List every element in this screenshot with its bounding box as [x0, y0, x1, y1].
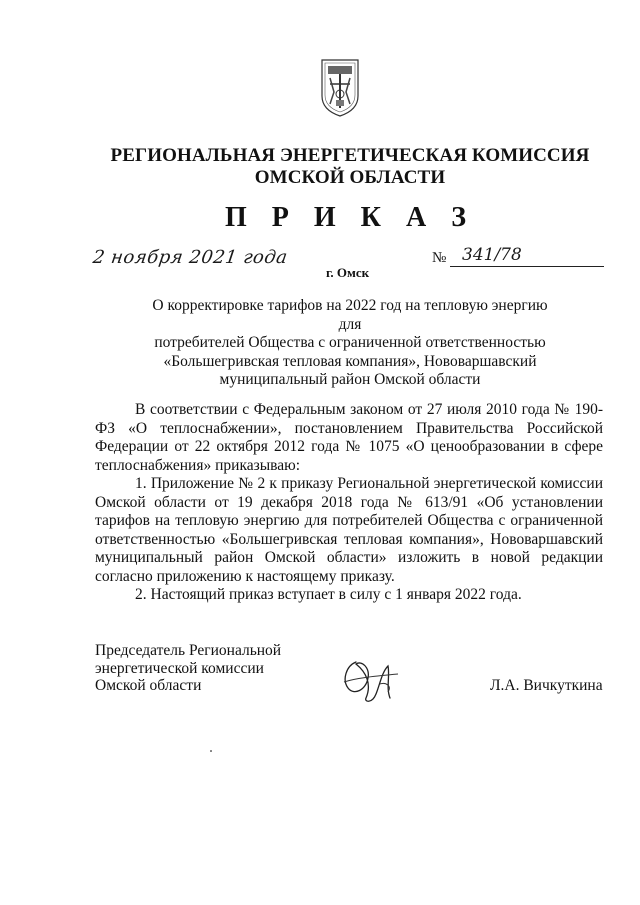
handwritten-signature — [336, 654, 406, 706]
city-label: г. Омск — [326, 265, 370, 280]
signatory-title-line: Председатель Региональной — [95, 642, 282, 659]
number-label: № — [432, 250, 447, 266]
body-paragraph: 2. Настоящий приказ вступает в силу с 1 января 2022 года. — [135, 586, 522, 603]
scan-speck — [210, 750, 212, 752]
body-paragraph: 1. Приложение № 2 к приказу Региональной энергетической комиссии Омской области от 19 декабря 2018 года № 613/91 «Об установлении тарифов на тепловую энергию для потребителей Общества с ограниченной ответственностью «Большегривская тепловая компания», Нововаршавский муниципальный район Омской области» изложить в новой редакции согласно приложению к настоящему приказу. — [95, 475, 603, 585]
order-body — [95, 401, 603, 605]
handwritten-date: 2 ноября 2021 года — [91, 247, 290, 268]
organization-name-line1: РЕГИОНАЛЬНАЯ ЭНЕРГЕТИЧЕСКАЯ КОМИССИЯ — [110, 145, 590, 166]
subject-line: муниципальный район Омской области — [219, 371, 481, 388]
handwritten-number: 341/78 — [462, 245, 522, 265]
number-underline — [450, 266, 604, 267]
signatory-title-line: энергетической комиссии — [95, 659, 264, 677]
body-paragraph: В соответствии с Федеральным законом от 27 июля 2010 года № 190-ФЗ «О теплоснабжении», постановлением Правительства Российской Федерации от 22 октября 2012 года № 1075 «О ценообразовании в сфере теплоснабжения» приказываю: — [95, 401, 603, 474]
signatory-title — [95, 642, 281, 695]
signatory-title-line: Омской области — [95, 677, 202, 694]
subject-line: О корректировке тарифов на 2022 год на тепловую энергию для — [152, 297, 548, 333]
order-subject — [140, 297, 560, 390]
organization-name-line2: ОМСКОЙ ОБЛАСТИ — [254, 167, 446, 188]
subject-line: «Большегривская тепловая компания», Нововаршавский — [163, 352, 537, 370]
signatory-name: Л.А. Вичкуткина — [490, 677, 603, 694]
subject-line: потребителей Общества с ограниченной ответственностью — [154, 334, 546, 351]
document-type-title: П Р И К А З — [225, 202, 475, 233]
omsk-coat-of-arms-icon — [318, 56, 362, 118]
